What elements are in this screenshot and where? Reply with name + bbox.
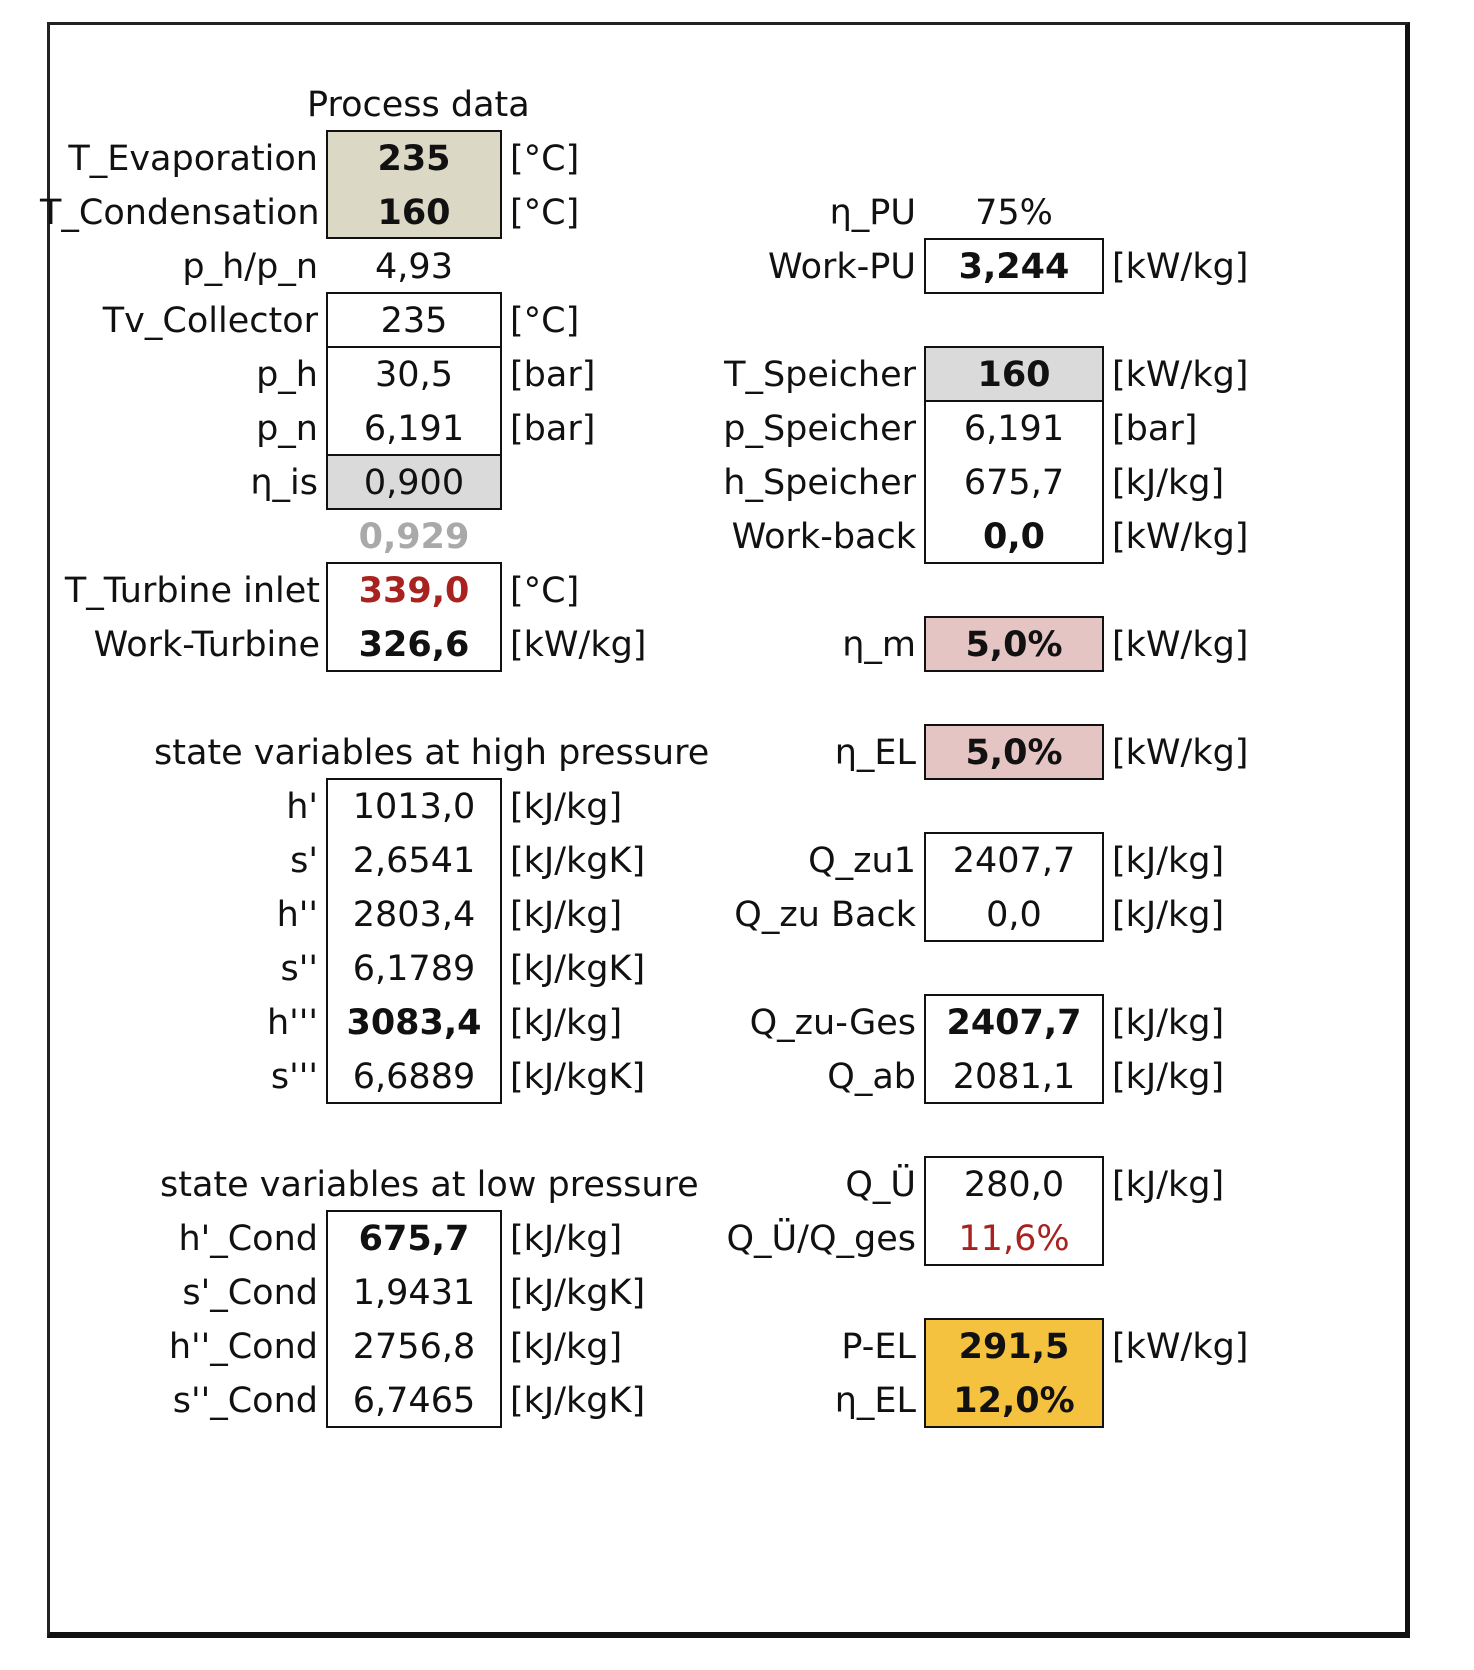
high-row-value: 1013,0: [352, 787, 476, 827]
t-speicher-value[interactable]: 160: [977, 355, 1051, 395]
q-zu-ges-label: Q_zu-Ges: [749, 1003, 916, 1043]
process-data-title: Process data: [307, 85, 530, 125]
p-el-label: P-EL: [841, 1327, 916, 1367]
t-evaporation-unit: [°C]: [510, 139, 580, 179]
eta-pu-value: 75%: [975, 193, 1053, 233]
tv-collector-value: 235: [380, 301, 448, 341]
t-condensation-unit: [°C]: [510, 193, 580, 233]
t-condensation-value[interactable]: 160: [377, 193, 451, 233]
low-row-unit: [kJ/kgK]: [510, 1273, 646, 1313]
high-row-unit: [kJ/kg]: [510, 787, 623, 827]
tv-collector-label: Tv_Collector: [102, 301, 318, 341]
t-condensation-label: T_Condensation: [40, 193, 320, 233]
eta-el-result-label: η_EL: [834, 1381, 916, 1421]
work-turbine-unit: [kW/kg]: [510, 625, 647, 665]
low-row-value: 6,7465: [352, 1381, 476, 1421]
q-u-unit: [kJ/kg]: [1112, 1165, 1225, 1205]
p-speicher-value: 6,191: [963, 409, 1065, 449]
p-n-label: p_n: [256, 409, 318, 449]
high-row-label: s': [290, 841, 318, 881]
q-u-ratio-label: Q_Ü/Q_ges: [726, 1219, 916, 1259]
high-row-label: h''': [266, 1003, 318, 1043]
work-back-label: Work-back: [731, 517, 916, 557]
high-row-unit: [kJ/kgK]: [510, 949, 646, 989]
q-zu-back-label: Q_zu Back: [734, 895, 916, 935]
q-zu-back-value: 0,0: [986, 895, 1042, 935]
q-zu-back-unit: [kJ/kg]: [1112, 895, 1225, 935]
q-zu1-unit: [kJ/kg]: [1112, 841, 1225, 881]
low-row-label: h''_Cond: [168, 1327, 318, 1367]
t-turbine-inlet-label: T_Turbine inlet: [64, 571, 320, 611]
q-ab-unit: [kJ/kg]: [1112, 1057, 1225, 1097]
t-speicher-unit: [kW/kg]: [1112, 355, 1249, 395]
work-pu-label: Work-PU: [768, 247, 916, 287]
p-speicher-label: p_Speicher: [723, 409, 916, 449]
high-row-label: s''': [270, 1057, 318, 1097]
high-row-label: h'': [276, 895, 318, 935]
eta-m-unit: [kW/kg]: [1112, 625, 1249, 665]
high-row-value: 2803,4: [352, 895, 476, 935]
eta-el-input-value[interactable]: 5,0%: [965, 733, 1063, 773]
high-row-value: 6,1789: [352, 949, 476, 989]
work-back-unit: [kW/kg]: [1112, 517, 1249, 557]
low-row-label: s''_Cond: [172, 1381, 318, 1421]
tv-collector-unit: [°C]: [510, 301, 580, 341]
pressure-ratio-value: 4,93: [375, 247, 453, 287]
high-pressure-title: state variables at high pressure: [154, 733, 710, 773]
q-zu-ges-unit: [kJ/kg]: [1112, 1003, 1225, 1043]
p-h-unit: [bar]: [510, 355, 596, 395]
eta-is-calculated: 0,929: [358, 517, 470, 557]
low-row-value: 1,9431: [352, 1273, 476, 1313]
eta-pu-label: η_PU: [829, 193, 916, 233]
low-row-label: s'_Cond: [182, 1273, 318, 1313]
high-row-unit: [kJ/kgK]: [510, 1057, 646, 1097]
q-zu1-label: Q_zu1: [808, 841, 916, 881]
eta-is-value[interactable]: 0,900: [363, 463, 465, 503]
h-speicher-value: 675,7: [963, 463, 1065, 503]
work-pu-value: 3,244: [958, 247, 1070, 287]
q-u-label: Q_Ü: [845, 1165, 916, 1205]
q-ab-label: Q_ab: [827, 1057, 916, 1097]
eta-is-label: η_is: [250, 463, 318, 503]
eta-m-value[interactable]: 5,0%: [965, 625, 1063, 665]
high-row-value: 3083,4: [346, 1003, 482, 1043]
q-u-value: 280,0: [963, 1165, 1065, 1205]
work-turbine-value: 326,6: [358, 625, 470, 665]
pressure-ratio-label: p_h/p_n: [182, 247, 318, 287]
work-turbine-label: Work-Turbine: [93, 625, 320, 665]
t-speicher-label: T_Speicher: [724, 355, 916, 395]
low-row-label: h'_Cond: [178, 1219, 318, 1259]
high-row-unit: [kJ/kg]: [510, 895, 623, 935]
eta-el-input-unit: [kW/kg]: [1112, 733, 1249, 773]
eta-m-label: η_m: [842, 625, 916, 665]
p-el-unit: [kW/kg]: [1112, 1327, 1249, 1367]
p-n-value: 6,191: [363, 409, 465, 449]
high-row-label: s'': [280, 949, 318, 989]
q-u-ratio-value: 11,6%: [958, 1219, 1070, 1259]
high-row-value: 2,6541: [352, 841, 476, 881]
low-row-unit: [kJ/kgK]: [510, 1381, 646, 1421]
p-h-label: p_h: [256, 355, 318, 395]
q-ab-value: 2081,1: [952, 1057, 1076, 1097]
h-speicher-label: h_Speicher: [723, 463, 916, 503]
high-row-value: 6,6889: [352, 1057, 476, 1097]
high-row-unit: [kJ/kg]: [510, 1003, 623, 1043]
h-speicher-unit: [kJ/kg]: [1112, 463, 1225, 503]
work-pu-unit: [kW/kg]: [1112, 247, 1249, 287]
low-pressure-title: state variables at low pressure: [160, 1165, 699, 1205]
p-h-value: 30,5: [375, 355, 453, 395]
q-zu-ges-value: 2407,7: [946, 1003, 1082, 1043]
q-zu1-value: 2407,7: [952, 841, 1076, 881]
high-row-label: h': [286, 787, 318, 827]
eta-el-result-value: 12,0%: [953, 1381, 1075, 1421]
p-el-value: 291,5: [958, 1327, 1070, 1367]
low-row-unit: [kJ/kg]: [510, 1327, 623, 1367]
low-row-value: 2756,8: [352, 1327, 476, 1367]
t-evaporation-value[interactable]: 235: [377, 139, 451, 179]
t-turbine-inlet-value: 339,0: [358, 571, 470, 611]
p-n-unit: [bar]: [510, 409, 596, 449]
t-turbine-inlet-unit: [°C]: [510, 571, 580, 611]
low-row-unit: [kJ/kg]: [510, 1219, 623, 1259]
high-row-unit: [kJ/kgK]: [510, 841, 646, 881]
p-speicher-unit: [bar]: [1112, 409, 1198, 449]
work-back-value: 0,0: [982, 517, 1045, 557]
low-row-value: 675,7: [358, 1219, 470, 1259]
eta-el-input-label: η_EL: [834, 733, 916, 773]
t-evaporation-label: T_Evaporation: [68, 139, 318, 179]
